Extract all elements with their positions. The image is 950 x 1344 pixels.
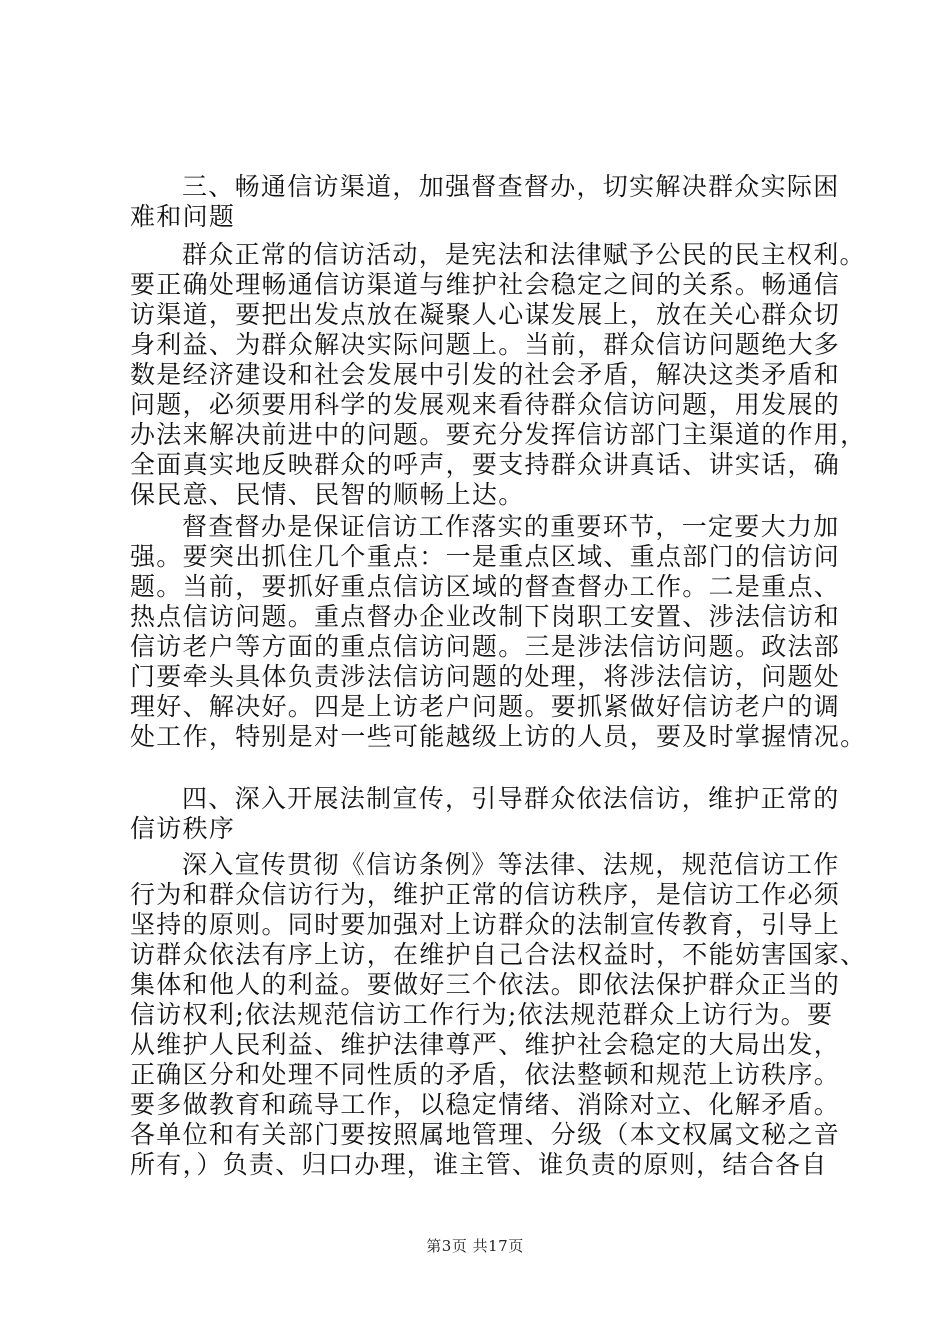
paragraph-line: 行为和群众信访行为，维护正常的信访秩序，是信访工作必须 bbox=[130, 880, 841, 909]
paragraph-line: 保民意、民情、民智的顺畅上达。 bbox=[130, 480, 525, 509]
paragraph-line: 要正确处理畅通信访渠道与维护社会稳定之间的关系。畅通信 bbox=[130, 270, 841, 299]
paragraph-line: 正确区分和处理不同性质的矛盾，依法整顿和规范上访秩序。 bbox=[130, 1060, 841, 1089]
section-heading: 信访秩序 bbox=[130, 814, 236, 843]
paragraph-line: 访群众依法有序上访，在维护自己合法权益时，不能妨害国家、 bbox=[130, 940, 867, 969]
paragraph-line: 坚持的原则。同时要加强对上访群众的法制宣传教育，引导上 bbox=[130, 910, 841, 939]
page-footer bbox=[0, 1235, 950, 1256]
paragraph-line: 要多做教育和疏导工作，以稳定情绪、消除对立、化解矛盾。 bbox=[130, 1090, 841, 1119]
paragraph-line: 热点信访问题。重点督办企业改制下岗职工安置、涉法信访和 bbox=[130, 602, 841, 631]
paragraph-line: 题。当前，要抓好重点信访区域的督查督办工作。二是重点、 bbox=[130, 572, 841, 601]
paragraph-line: 所有，）负责、归口办理，谁主管、谁负责的原则，结合各自 bbox=[130, 1150, 828, 1179]
paragraph-line: 从维护人民利益、维护法律尊严、维护社会稳定的大局出发， bbox=[130, 1030, 841, 1059]
paragraph-line: 访渠道，要把出发点放在凝聚人心谋发展上，放在关心群众切 bbox=[130, 300, 841, 329]
paragraph-line: 集体和他人的利益。要做好三个依法。即依法保护群众正当的 bbox=[130, 970, 841, 999]
paragraph-line: 群众正常的信访活动，是宪法和法律赋予公民的民主权利。 bbox=[182, 240, 866, 269]
paragraph-line: 信访权利;依法规范信访工作行为;依法规范群众上访行为。要 bbox=[130, 1000, 834, 1029]
paragraph-line: 信访老户等方面的重点信访问题。三是涉法信访问题。政法部 bbox=[130, 632, 841, 661]
paragraph-line: 全面真实地反映群众的呼声，要支持群众讲真话、讲实话，确 bbox=[130, 450, 841, 479]
section-heading: 难和问题 bbox=[130, 202, 236, 231]
paragraph-line: 各单位和有关部门要按照属地管理、分级（本文权属文秘之音 bbox=[130, 1120, 841, 1149]
paragraph-line: 门要牵头具体负责涉法信访问题的处理，将涉法信访，问题处 bbox=[130, 662, 841, 691]
section-heading: 三、畅通信访渠道，加强督查督办，切实解决群众实际困 bbox=[182, 172, 840, 201]
paragraph-line: 身利益、为群众解决实际问题上。当前，群众信访问题绝大多 bbox=[130, 330, 841, 359]
paragraph-line: 深入宣传贯彻《信访条例》等法律、法规，规范信访工作 bbox=[182, 850, 840, 879]
page-number: 第3页 共17页 bbox=[426, 1237, 524, 1255]
paragraph-line: 问题，必须要用科学的发展观来看待群众信访问题，用发展的 bbox=[130, 390, 841, 419]
paragraph-line: 强。要突出抓住几个重点：一是重点区域、重点部门的信访问 bbox=[130, 542, 841, 571]
section-heading: 四、深入开展法制宣传，引导群众依法信访，维护正常的 bbox=[182, 784, 840, 813]
paragraph-line: 督查督办是保证信访工作落实的重要环节，一定要大力加 bbox=[182, 512, 840, 541]
paragraph-line: 理好、解决好。四是上访老户问题。要抓紧做好信访老户的调 bbox=[130, 692, 841, 721]
paragraph-line: 数是经济建设和社会发展中引发的社会矛盾，解决这类矛盾和 bbox=[130, 360, 841, 389]
paragraph-line: 办法来解决前进中的问题。要充分发挥信访部门主渠道的作用， bbox=[130, 420, 867, 449]
paragraph-line: 处工作，特别是对一些可能越级上访的人员，要及时掌握情况。 bbox=[130, 722, 867, 751]
